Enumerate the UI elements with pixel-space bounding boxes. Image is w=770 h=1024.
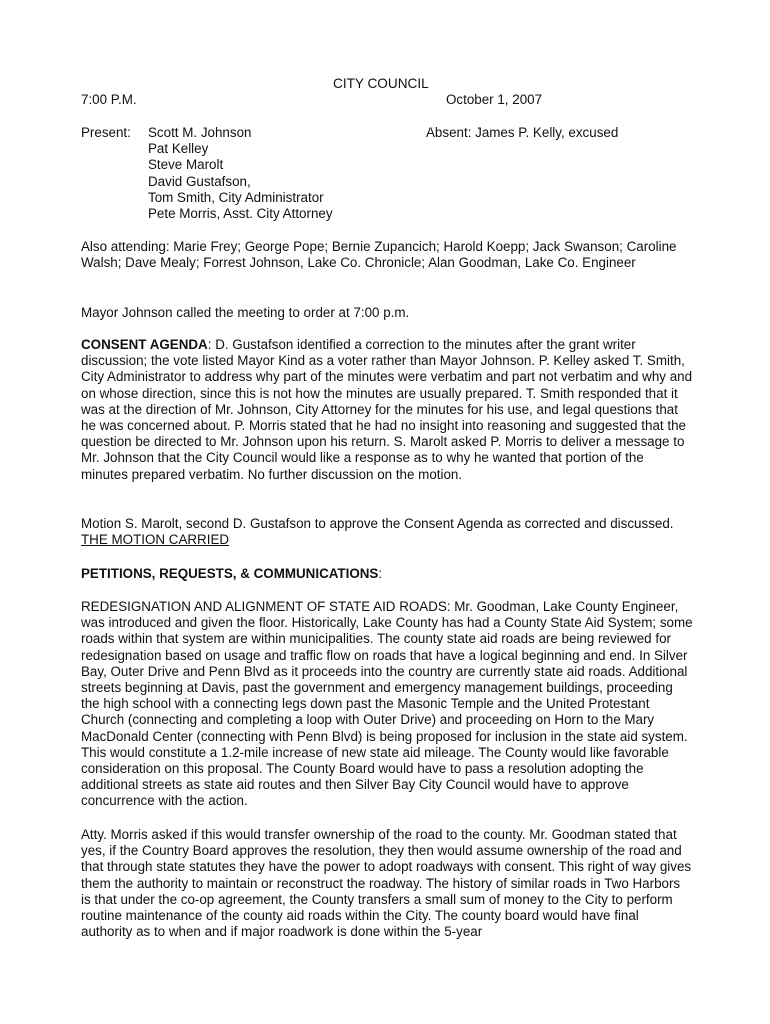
present-member: Pete Morris, Asst. City Attorney: [148, 206, 333, 222]
present-member: Pat Kelley: [148, 141, 209, 157]
absent-member: Absent: James P. Kelly, excused: [426, 125, 619, 140]
petitions-heading: PETITIONS, REQUESTS, & COMMUNICATIONS: [81, 566, 379, 581]
present-member: David Gustafson,: [148, 173, 251, 189]
motion-text: Motion S. Marolt, second D. Gustafson to approve the Consent Agenda as corrected and discussed.: [81, 516, 674, 531]
meeting-date: October 1, 2007: [446, 92, 543, 107]
atty-morris-paragraph: Atty. Morris asked if this would transfer ownership of the road to the county. Mr. Goodman stated that yes, if the Country Board approves the resolution, they then would assume ownership of the road and that through state statutes they have the power to adopt roadways with consent. This right of way gives them the authority to maintain or reconstruct the roadway. The history of similar roads in Two Harbors is that under the co-op agreement, the County transfers a small sum of money to the City to perform routine maintenance of the county aid roads within the City. The county board would have final authority as to when and if major roadwork is done within the 5-year: [81, 827, 692, 940]
petitions-heading-paragraph: [81, 566, 693, 582]
motion-paragraph: [81, 516, 693, 548]
also-attending-paragraph: Also attending: Marie Frey; George Pope; Bernie Zupancich; Harold Koepp; Jack Swanson; Caroline Walsh; Dave Mealy; Forrest Johnson, Lake Co. Chronicle; Alan Goodman, Lake Co. Engineer: [81, 239, 677, 271]
meeting-time: 7:00 P.M.: [81, 92, 137, 107]
consent-agenda-colon: :: [207, 337, 212, 352]
call-to-order-paragraph: Mayor Johnson called the meeting to order at 7:00 p.m.: [81, 305, 410, 320]
present-list: [148, 125, 333, 222]
present-member: Scott M. Johnson: [148, 125, 252, 140]
consent-agenda-body: D. Gustafson identified a correction to the minutes after the grant writer discussion; the vote listed Mayor Kind as a voter rather than Mayor Johnson. P. Kelley asked T. Smith, City Administrator to address why part of the minutes were verbatim and part not verbatim and why and on whose direction, since this is not how the minutes are usually prepared. T. Smith responded that it was at the direction of Mr. Johnson, City Attorney for the minutes for his use, and legal questions that he was concerned about. P. Morris stated that he had no insight into reasoning and suggested that the question be directed to Mr. Johnson upon his return. S. Marolt asked P. Morris to deliver a message to Mr. Johnson that the City Council would like a response as to why he wanted that portion of the minutes prepared verbatim. No further discussion on the motion.: [81, 337, 693, 482]
present-member: Steve Marolt: [148, 157, 224, 173]
redesignation-paragraph: REDESIGNATION AND ALIGNMENT OF STATE AID ROADS: Mr. Goodman, Lake County Engineer, was introduced and given the floor. Historically, Lake County has had a County State Aid System; some roads within that system are within municipalities. The county state aid roads are being reviewed for redesignation based on usage and traffic flow on roads that have a logical beginning and end. In Silver Bay, Outer Drive and Penn Blvd as it proceeds into the country are currently state aid roads. Additional streets beginning at Davis, past the government and emergency management buildings, proceeding the high school with a connecting legs down past the Masonic Temple and the United Protestant Church (connecting and completing a loop with Outer Drive) and proceeding on Horn to the Mary MacDonald Center (connecting with Penn Blvd) is being proposed for inclusion in the state aid system. This would constitute a 1.2-mile increase of new state aid mileage. The County would like favorable consideration on this proposal. The County Board would have to pass a resolution adopting the additional streets as state aid routes and then Silver Bay City Council would have to approve concurrence with the action.: [81, 599, 693, 809]
consent-agenda-heading: CONSENT AGENDA: [81, 337, 208, 352]
document-title: CITY COUNCIL: [333, 76, 429, 91]
consent-agenda-paragraph: [81, 337, 693, 483]
present-member: Tom Smith, City Administrator: [148, 189, 324, 205]
motion-result: THE MOTION CARRIED: [81, 532, 230, 548]
present-label: Present:: [81, 125, 131, 140]
petitions-colon: :: [378, 566, 383, 581]
